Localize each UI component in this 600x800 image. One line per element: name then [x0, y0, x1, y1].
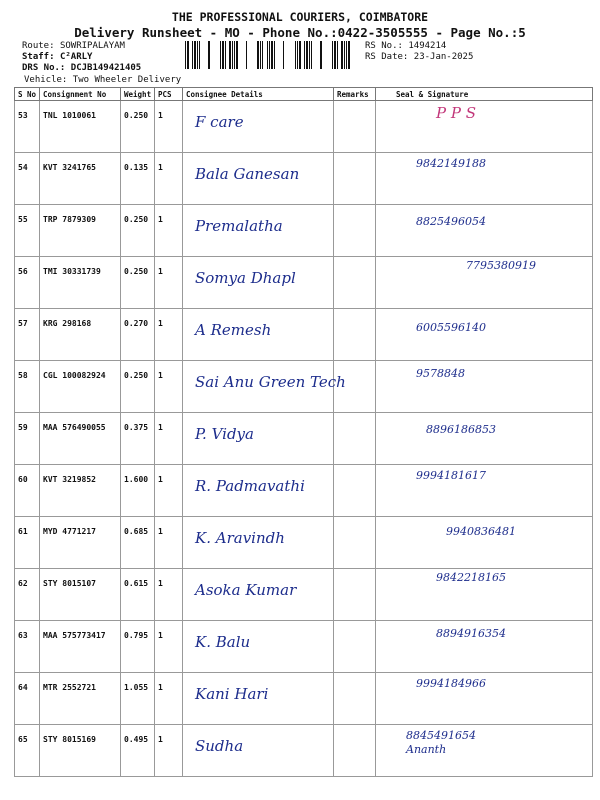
- cell-pcs: 1: [155, 569, 183, 621]
- cell-sno: 56: [15, 257, 40, 309]
- handwritten-consignee: Somya Dhapl: [195, 269, 296, 287]
- cell-consignment: KVT 3241765: [40, 153, 121, 205]
- cell-weight: 1.055: [121, 673, 155, 725]
- cell-signature: [376, 153, 593, 205]
- barcode-bar: [346, 41, 347, 69]
- handwritten-signature: 7795380919: [466, 259, 536, 272]
- barcode-bar: [199, 41, 200, 69]
- handwritten-consignee: Kani Hari: [195, 685, 269, 703]
- cell-consignee: [183, 205, 334, 257]
- cell-consignment: KRG 298168: [40, 309, 121, 361]
- col-header-sno: S No: [15, 88, 40, 101]
- cell-sno: 61: [15, 517, 40, 569]
- handwritten-consignee: F care: [195, 113, 244, 131]
- cell-signature: [376, 621, 593, 673]
- cell-weight: 0.250: [121, 257, 155, 309]
- cell-sno: 63: [15, 621, 40, 673]
- cell-weight: 0.685: [121, 517, 155, 569]
- handwritten-signature: 8896186853: [426, 423, 496, 436]
- table-row: [15, 309, 593, 361]
- cell-pcs: 1: [155, 673, 183, 725]
- cell-remarks: [334, 517, 376, 569]
- cell-signature: [376, 517, 593, 569]
- cell-pcs: 1: [155, 309, 183, 361]
- cell-weight: 0.250: [121, 361, 155, 413]
- cell-consignee: [183, 725, 334, 777]
- table-row: [15, 621, 593, 673]
- cell-signature: [376, 309, 593, 361]
- rs-no-line: [365, 41, 446, 51]
- cell-signature: [376, 413, 593, 465]
- cell-consignment: KVT 3219852: [40, 465, 121, 517]
- cell-weight: 0.270: [121, 309, 155, 361]
- handwritten-consignee: Sai Anu Green Tech: [195, 373, 346, 391]
- cell-sno: 64: [15, 673, 40, 725]
- staff-label: Staff:: [22, 52, 55, 62]
- handwritten-consignee: Sudha: [195, 737, 244, 755]
- cell-pcs: 1: [155, 361, 183, 413]
- drs-label: DRS No.:: [22, 63, 66, 73]
- handwritten-signature: 9842149188: [416, 157, 486, 170]
- cell-pcs: 1: [155, 465, 183, 517]
- cell-remarks: [334, 361, 376, 413]
- cell-weight: 0.615: [121, 569, 155, 621]
- cell-remarks: [334, 257, 376, 309]
- handwritten-signature: 6005596140: [416, 321, 486, 334]
- barcode-bar: [295, 41, 296, 69]
- cell-weight: 0.250: [121, 205, 155, 257]
- cell-consignee: [183, 309, 334, 361]
- barcode-bar: [304, 41, 305, 69]
- drs-line: [22, 63, 141, 73]
- cell-consignment: MTR 2552721: [40, 673, 121, 725]
- cell-consignee: [183, 673, 334, 725]
- table-row: [15, 361, 593, 413]
- route-line: [22, 41, 125, 51]
- table-row: [15, 725, 593, 777]
- barcode-bar: [309, 41, 310, 69]
- cell-consignment: MAA 575773417: [40, 621, 121, 673]
- cell-consignee: [183, 101, 334, 153]
- cell-pcs: 1: [155, 257, 183, 309]
- cell-remarks: [334, 465, 376, 517]
- rs-date-value: 23-Jan-2025: [413, 52, 474, 62]
- cell-pcs: 1: [155, 101, 183, 153]
- handwritten-consignee: R. Padmavathi: [195, 477, 305, 495]
- cell-pcs: 1: [155, 725, 183, 777]
- handwritten-consignee: Asoka Kumar: [195, 581, 297, 599]
- cell-sno: 58: [15, 361, 40, 413]
- rs-date-line: [365, 52, 473, 62]
- vehicle-line: [24, 75, 181, 85]
- route-label: Route:: [22, 41, 55, 51]
- barcode-bar: [348, 41, 350, 69]
- cell-consignment: STY 8015169: [40, 725, 121, 777]
- cell-remarks: [334, 101, 376, 153]
- barcode-bar: [271, 41, 273, 69]
- handwritten-consignee: K. Aravindh: [195, 529, 285, 547]
- cell-weight: 0.250: [121, 101, 155, 153]
- table-header-row: [15, 88, 593, 101]
- col-header-signature: Seal & Signature: [376, 88, 593, 101]
- cell-signature: [376, 257, 593, 309]
- table-row: [15, 413, 593, 465]
- cell-consignment: MAA 576490055: [40, 413, 121, 465]
- table-row: [15, 517, 593, 569]
- barcode-bar: [306, 41, 308, 69]
- cell-pcs: 1: [155, 153, 183, 205]
- barcode-bar: [246, 41, 247, 69]
- barcode-bar: [297, 41, 298, 69]
- staff-line: [22, 52, 92, 62]
- cell-pcs: 1: [155, 413, 183, 465]
- barcode-bar: [332, 41, 333, 69]
- handwritten-consignee: A Remesh: [195, 321, 272, 339]
- cell-weight: 1.600: [121, 465, 155, 517]
- cell-signature: [376, 673, 593, 725]
- barcode-bar: [260, 41, 261, 69]
- rs-no-value: 1494214: [408, 41, 447, 51]
- barcode-bar: [197, 41, 198, 69]
- barcode-bar: [257, 41, 259, 69]
- table-row: [15, 673, 593, 725]
- company-title: THE PROFESSIONAL COURIERS, COIMBATORE: [171, 10, 429, 24]
- handwritten-signature: 8845491654: [406, 729, 476, 742]
- rs-no-label: RS No.:: [365, 41, 403, 51]
- barcode-bar: [299, 41, 301, 69]
- cell-pcs: 1: [155, 517, 183, 569]
- cell-weight: 0.135: [121, 153, 155, 205]
- barcode-bar: [185, 41, 186, 69]
- handwritten-signature: 9994184966: [416, 677, 486, 690]
- cell-consignment: CGL 100082924: [40, 361, 121, 413]
- cell-sno: 59: [15, 413, 40, 465]
- cell-sno: 54: [15, 153, 40, 205]
- handwritten-signature: 9940836481: [446, 525, 516, 538]
- cell-sno: 53: [15, 101, 40, 153]
- barcode-bar: [344, 41, 345, 69]
- table-row: [15, 153, 593, 205]
- cell-consignment: MYD 4771217: [40, 517, 121, 569]
- cell-consignment: TMI 30331739: [40, 257, 121, 309]
- cell-sno: 57: [15, 309, 40, 361]
- table-row: [15, 101, 593, 153]
- cell-remarks: [334, 413, 376, 465]
- handwritten-consignee: P. Vidya: [195, 425, 254, 443]
- cell-consignee: [183, 569, 334, 621]
- cell-weight: 0.495: [121, 725, 155, 777]
- cell-consignment: STY 8015107: [40, 569, 121, 621]
- cell-weight: 0.795: [121, 621, 155, 673]
- cell-signature: [376, 361, 593, 413]
- barcode-bar: [234, 41, 235, 69]
- col-header-consignment: Consignment No: [40, 88, 121, 101]
- col-header-consignee: Consignee Details: [183, 88, 334, 101]
- barcode-bar: [267, 41, 268, 69]
- barcode-bar: [194, 41, 196, 69]
- cell-consignment: TRP 7879309: [40, 205, 121, 257]
- handwritten-signature: 9842218165: [436, 571, 506, 584]
- handwritten-signature: 9994181617: [416, 469, 486, 482]
- cell-consignee: [183, 361, 346, 413]
- cell-signature: [376, 205, 593, 257]
- barcode-bar: [262, 41, 263, 69]
- cell-weight: 0.375: [121, 413, 155, 465]
- cell-remarks: [334, 309, 376, 361]
- cell-remarks: [334, 621, 376, 673]
- vehicle-label: Vehicle:: [24, 75, 68, 85]
- runsheet-table: [14, 87, 593, 777]
- handwritten-consignee: Bala Ganesan: [195, 165, 300, 183]
- staff-value: C²ARLY: [59, 52, 93, 62]
- cell-consignee: [183, 413, 334, 465]
- cell-remarks: [334, 725, 376, 777]
- table-row: [15, 257, 593, 309]
- cell-consignee: [183, 517, 334, 569]
- cell-sno: 65: [15, 725, 40, 777]
- barcode-bar: [269, 41, 270, 69]
- handwritten-signature: P P S: [436, 104, 476, 122]
- table-row: [15, 205, 593, 257]
- table-row: [15, 569, 593, 621]
- handwritten-signature: 8825496054: [416, 215, 486, 228]
- runsheet-subtitle: Delivery Runsheet - MO - Phone No.:0422-3505555 - Page No.:5: [74, 25, 526, 40]
- cell-consignee: [183, 257, 334, 309]
- handwritten-signature: 8894916354: [436, 627, 506, 640]
- cell-signature: [376, 465, 593, 517]
- barcode-bar: [220, 41, 221, 69]
- barcode-bar: [274, 41, 275, 69]
- table-row: [15, 465, 593, 517]
- barcode: [185, 41, 357, 69]
- drs-value: DCJB149421405: [70, 63, 142, 73]
- rs-date-label: RS Date:: [365, 52, 409, 62]
- col-header-weight: Weight: [121, 88, 155, 101]
- cell-consignee: [183, 465, 334, 517]
- barcode-bar: [320, 41, 322, 69]
- cell-signature: [376, 101, 593, 153]
- barcode-bar: [334, 41, 336, 69]
- barcode-bar: [341, 41, 343, 69]
- cell-remarks: [334, 153, 376, 205]
- handwritten-consignee: K. Balu: [195, 633, 251, 651]
- route-value: SOWRIPALAYAM: [59, 41, 125, 51]
- barcode-bar: [192, 41, 193, 69]
- cell-remarks: [334, 569, 376, 621]
- handwritten-consignee: Premalatha: [195, 217, 283, 235]
- cell-pcs: 1: [155, 621, 183, 673]
- cell-sno: 60: [15, 465, 40, 517]
- cell-remarks: [334, 205, 376, 257]
- barcode-bar: [311, 41, 312, 69]
- cell-consignee: [183, 153, 334, 205]
- cell-consignee: [183, 621, 334, 673]
- cell-consignment: TNL 1010061: [40, 101, 121, 153]
- barcode-bar: [222, 41, 224, 69]
- barcode-bar: [232, 41, 233, 69]
- barcode-bar: [337, 41, 338, 69]
- handwritten-signature: 9578848: [416, 367, 465, 380]
- barcode-bar: [208, 41, 210, 69]
- cell-signature: [376, 725, 593, 777]
- cell-sno: 62: [15, 569, 40, 621]
- barcode-bar: [236, 41, 238, 69]
- col-header-remarks: Remarks: [334, 88, 376, 101]
- handwritten-signature-name: Ananth: [406, 743, 447, 756]
- cell-signature: [376, 569, 593, 621]
- cell-remarks: [334, 673, 376, 725]
- col-header-pcs: PCS: [155, 88, 183, 101]
- cell-pcs: 1: [155, 205, 183, 257]
- barcode-bar: [229, 41, 231, 69]
- barcode-bar: [187, 41, 189, 69]
- barcode-bar: [225, 41, 226, 69]
- cell-sno: 55: [15, 205, 40, 257]
- barcode-bar: [283, 41, 284, 69]
- vehicle-value: Two Wheeler Delivery: [72, 75, 182, 85]
